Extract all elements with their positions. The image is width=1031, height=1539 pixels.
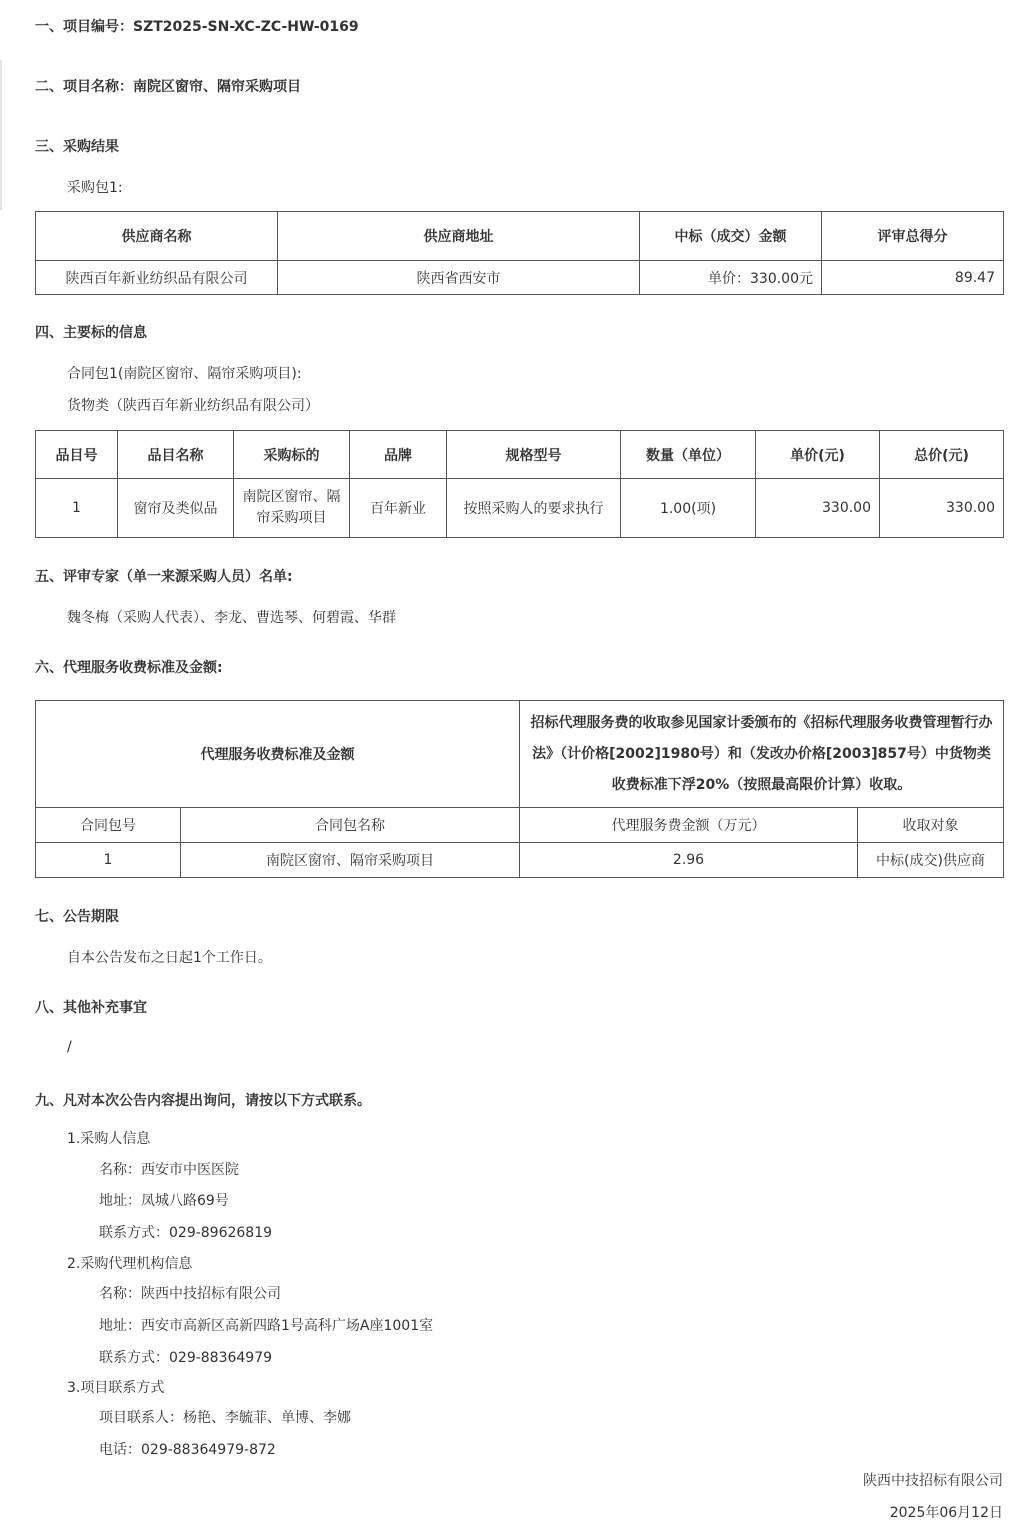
contract-package-label: 合同包1(南院区窗帘、隔帘采购项目):: [67, 366, 302, 382]
fee-amount: 2.96: [520, 843, 858, 878]
header-bid-amount: 中标（成交）金额: [640, 212, 822, 261]
fee-target: 中标(成交)供应商: [858, 843, 1004, 878]
left-edge-mark: [0, 60, 2, 210]
project-name-label: 二、项目名称：: [35, 79, 133, 95]
fee-standard-desc: 招标代理服务费的收取参见国家计委颁布的《招标代理服务收费管理暂行办法》（计价格[2002]1980号）和（发改办价格[2003]857号）中货物类收费标准下浮20%（按照最高限价计算）收取。: [520, 701, 1004, 808]
table-row: [36, 261, 1004, 295]
item-spec: 按照采购人的要求执行: [447, 479, 621, 538]
header-quantity: 数量（单位）: [621, 431, 756, 479]
item-brand: 百年新业: [350, 479, 447, 538]
contract-no: 1: [36, 843, 181, 878]
project-name: [35, 76, 301, 96]
header-fee-amount: 代理服务费金额（万元）: [520, 808, 858, 843]
project-contacts: 项目联系人：杨艳、李毓菲、单博、李娜: [99, 1410, 351, 1426]
buyer-phone: 联系方式：029-89626819: [99, 1225, 273, 1241]
contract-name: 南院区窗帘、隔帘采购项目: [181, 843, 520, 878]
section-procurement-result: 三、采购结果: [35, 139, 119, 155]
other-matters-text: /: [67, 1039, 72, 1055]
bid-amount: 单价：330.00元: [640, 261, 822, 295]
item-unit-price: 330.00: [756, 479, 880, 538]
fee-standard-label: 代理服务收费标准及金额: [36, 701, 520, 808]
header-supplier-name: 供应商名称: [36, 212, 278, 261]
result-table: [35, 211, 1004, 295]
notice-period-text: 自本公告发布之日起1个工作日。: [67, 950, 272, 966]
table-row: [36, 479, 1004, 538]
supplier-address: 陕西省西安市: [278, 261, 640, 295]
item-quantity: 1.00(项): [621, 479, 756, 538]
buyer-name: 名称：西安市中医医院: [99, 1162, 239, 1178]
expert-names: 魏冬梅（采购人代表）、李龙、曹选琴、何碧霞、华群: [67, 610, 396, 626]
project-number: [35, 16, 359, 36]
header-total-price: 总价(元): [880, 431, 1004, 479]
section-review-experts: 五、评审专家（单一来源采购人员）名单:: [35, 569, 293, 585]
header-target: 采购标的: [234, 431, 350, 479]
item-target: 南院区窗帘、隔帘采购项目: [234, 479, 350, 538]
agent-name: 名称：陕西中技招标有限公司: [99, 1286, 281, 1302]
header-brand: 品牌: [350, 431, 447, 479]
section-contact: 九、凡对本次公告内容提出询问，请按以下方式联系。: [35, 1093, 371, 1109]
header-unit-price: 单价(元): [756, 431, 880, 479]
project-phone: 电话：029-88364979-872: [99, 1442, 276, 1458]
project-name-value: 南院区窗帘、隔帘采购项目: [133, 79, 301, 95]
buyer-address: 地址：凤城八路69号: [99, 1193, 229, 1209]
project-number-label: 一、项目编号：: [35, 19, 133, 35]
agent-address: 地址：西安市高新区高新四路1号高科广场A座1001室: [99, 1318, 434, 1334]
item-name: 窗帘及类似品: [118, 479, 234, 538]
agent-info-title: 2.采购代理机构信息: [67, 1256, 193, 1272]
category-label: 货物类（陕西百年新业纺织品有限公司）: [67, 398, 319, 414]
header-supplier-address: 供应商地址: [278, 212, 640, 261]
subject-table-header: [36, 431, 1004, 479]
header-spec: 规格型号: [447, 431, 621, 479]
fee-standard-row: [36, 701, 1004, 808]
fee-table: [35, 700, 1004, 878]
table-row: [36, 843, 1004, 878]
project-number-value: SZT2025-SN-XC-ZC-HW-0169: [133, 19, 359, 35]
footer-company: 陕西中技招标有限公司: [863, 1473, 1003, 1489]
total-score: 89.47: [822, 261, 1004, 295]
header-item-no: 品目号: [36, 431, 118, 479]
result-table-header: [36, 212, 1004, 261]
supplier-name: 陕西百年新业纺织品有限公司: [36, 261, 278, 295]
header-fee-target: 收取对象: [858, 808, 1004, 843]
project-contact-title: 3.项目联系方式: [67, 1380, 165, 1396]
fee-table-header: [36, 808, 1004, 843]
section-agency-fee: 六、代理服务收费标准及金额:: [35, 660, 223, 676]
section-notice-period: 七、公告期限: [35, 909, 119, 925]
package-label: 采购包1:: [67, 180, 123, 196]
header-total-score: 评审总得分: [822, 212, 1004, 261]
header-contract-no: 合同包号: [36, 808, 181, 843]
buyer-info-title: 1.采购人信息: [67, 1131, 151, 1147]
item-no: 1: [36, 479, 118, 538]
header-item-name: 品目名称: [118, 431, 234, 479]
section-other-matters: 八、其他补充事宜: [35, 1000, 147, 1016]
footer-date: 2025年06月12日: [889, 1505, 1003, 1521]
subject-table: [35, 430, 1004, 538]
header-contract-name: 合同包名称: [181, 808, 520, 843]
item-total-price: 330.00: [880, 479, 1004, 538]
section-main-subject: 四、主要标的信息: [35, 325, 147, 341]
agent-phone: 联系方式：029-88364979: [99, 1350, 273, 1366]
